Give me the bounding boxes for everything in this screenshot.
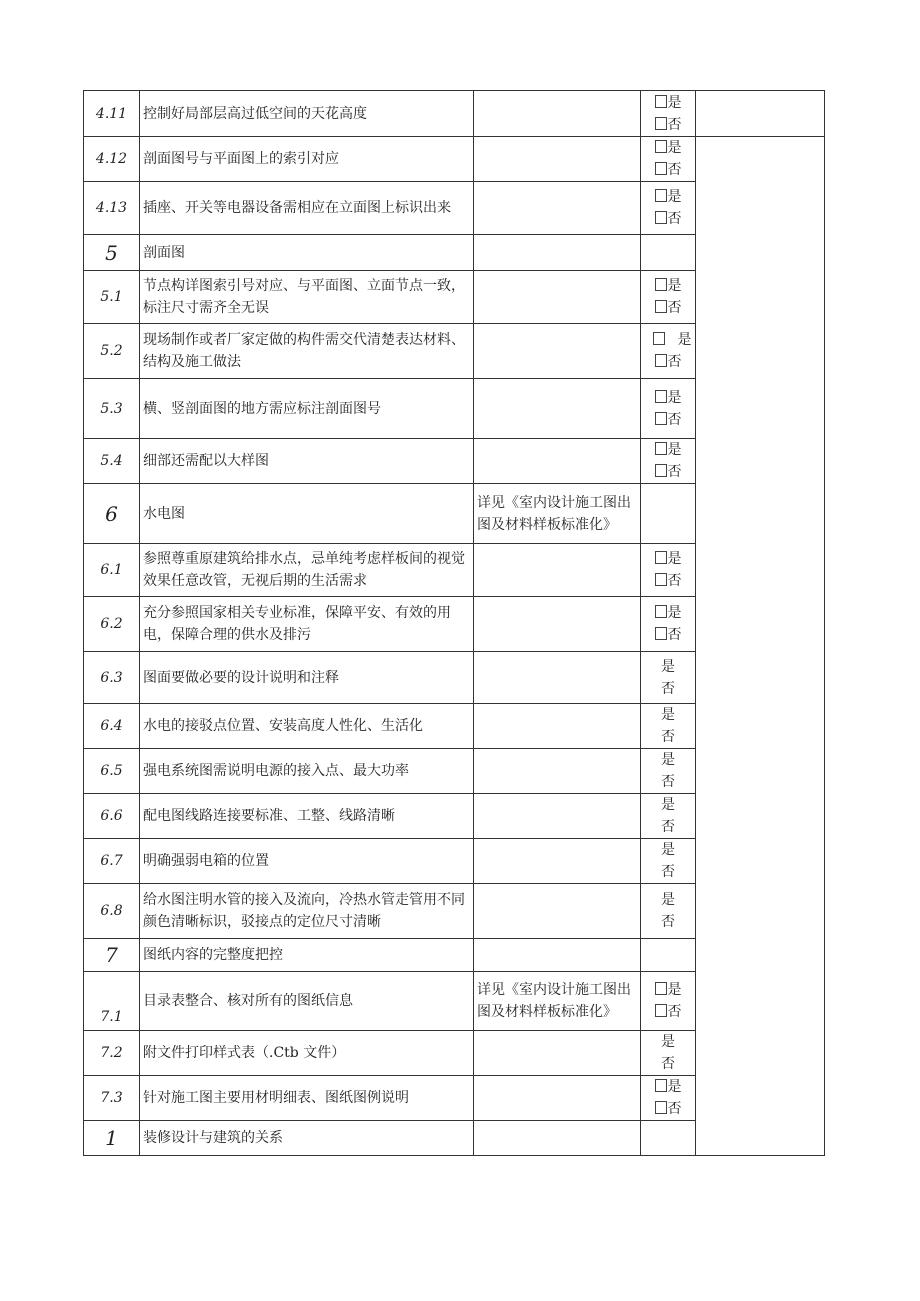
remarks-cell [696, 939, 825, 972]
table-row [84, 235, 825, 271]
checklist-sheet [83, 90, 824, 1156]
table-row [84, 379, 825, 439]
no-option-label: 否 [661, 914, 675, 930]
item-number: 5.1 [84, 271, 140, 324]
yes-option-label: 是 [667, 140, 682, 156]
remarks-cell [696, 271, 825, 324]
yes-no-check [641, 271, 696, 324]
no-option-label: 否 [667, 162, 682, 178]
yes-option [644, 1031, 692, 1053]
table-row [84, 749, 825, 794]
no-checkbox[interactable] [655, 573, 667, 586]
yes-option [644, 749, 692, 771]
yes-no-check [641, 1031, 696, 1076]
yes-checkbox[interactable] [655, 140, 667, 153]
yes-checkbox[interactable] [655, 95, 667, 108]
yes-no-check [641, 484, 696, 544]
table-row [84, 324, 825, 379]
table-row [84, 1076, 825, 1121]
yes-option [644, 92, 692, 114]
reference-note [474, 324, 641, 379]
item-number: 6.5 [84, 749, 140, 794]
no-option-label: 否 [661, 864, 675, 880]
no-checkbox[interactable] [655, 117, 667, 130]
yes-option [644, 137, 692, 159]
yes-no-check [641, 939, 696, 972]
item-description: 明确强弱电箱的位置 [140, 839, 474, 884]
item-number: 7.3 [84, 1076, 140, 1121]
item-number: 4.12 [84, 137, 140, 182]
reference-note [474, 704, 641, 749]
item-description: 水电的接驳点位置、安装高度人性化、生活化 [140, 704, 474, 749]
no-option-label: 否 [667, 627, 682, 643]
item-description: 横、竖剖面图的地方需应标注剖面图号 [140, 379, 474, 439]
yes-option [644, 387, 692, 409]
item-description: 装修设计与建筑的关系 [140, 1121, 474, 1156]
yes-option [644, 839, 692, 861]
yes-no-check [641, 794, 696, 839]
yes-no-check [641, 182, 696, 235]
remarks-cell [696, 704, 825, 749]
no-option [644, 351, 692, 373]
item-number: 4.13 [84, 182, 140, 235]
yes-option [644, 704, 692, 726]
no-option [644, 208, 692, 230]
yes-option-label: 是 [667, 389, 682, 406]
item-description: 节点构详图索引号对应、与平面图、立面节点一致，标注尺寸需齐全无误 [140, 271, 474, 324]
item-number: 6.2 [84, 597, 140, 652]
reference-note [474, 794, 641, 839]
no-checkbox[interactable] [655, 627, 667, 640]
table-row [84, 597, 825, 652]
no-option [644, 678, 692, 700]
item-description: 剖面图号与平面图上的索引对应 [140, 137, 474, 182]
yes-no-check [641, 704, 696, 749]
yes-no-check [641, 1076, 696, 1121]
item-number: 6 [84, 484, 140, 544]
item-number: 6.7 [84, 839, 140, 884]
no-option-label: 否 [667, 1004, 682, 1020]
yes-option-label: 是 [667, 278, 682, 294]
reference-note [474, 939, 641, 972]
no-option-label: 否 [667, 411, 682, 428]
reference-note [474, 749, 641, 794]
no-checkbox[interactable] [655, 211, 667, 224]
yes-option [644, 1076, 692, 1098]
no-option [644, 297, 692, 319]
yes-option [644, 889, 692, 911]
yes-no-check [641, 379, 696, 439]
item-description: 目录表整合、核对所有的图纸信息 [140, 972, 474, 1031]
no-option-label: 否 [667, 211, 682, 227]
item-number: 5 [84, 235, 140, 271]
reference-note [474, 884, 641, 939]
reference-note [474, 271, 641, 324]
yes-checkbox[interactable] [655, 1079, 667, 1092]
no-option [644, 1098, 692, 1120]
table-row [84, 839, 825, 884]
yes-no-check [641, 972, 696, 1031]
yes-option [644, 548, 692, 570]
table-row [84, 1121, 825, 1156]
no-option-label: 否 [667, 573, 682, 589]
no-option [644, 816, 692, 838]
no-checkbox[interactable] [655, 162, 667, 175]
table-row [84, 182, 825, 235]
remarks-cell [696, 839, 825, 884]
yes-no-check [641, 544, 696, 597]
yes-option [644, 439, 692, 461]
no-option [644, 911, 692, 933]
remarks-cell [696, 235, 825, 271]
yes-option-label: 是 [661, 707, 675, 723]
reference-note [474, 235, 641, 271]
table-row [84, 137, 825, 182]
no-option-label: 否 [667, 116, 682, 133]
remarks-cell [696, 597, 825, 652]
no-option-label: 否 [667, 1101, 682, 1117]
table-row [84, 439, 825, 484]
table-row [84, 544, 825, 597]
item-number: 7 [84, 939, 140, 972]
remarks-cell [696, 182, 825, 235]
no-option [644, 771, 692, 793]
yes-option-label: 是 [661, 752, 675, 768]
remarks-cell [696, 484, 825, 544]
no-option [644, 461, 692, 483]
no-checkbox[interactable] [655, 354, 667, 367]
table-row [84, 484, 825, 544]
yes-option [644, 275, 692, 297]
yes-option [644, 329, 692, 351]
item-description: 强电系统图需说明电源的接入点、最大功率 [140, 749, 474, 794]
yes-no-check [641, 884, 696, 939]
yes-checkbox[interactable] [655, 982, 667, 995]
item-description: 参照尊重原建筑给排水点，忌单纯考虑样板间的视觉效果任意改管，无视后期的生活需求 [140, 544, 474, 597]
no-checkbox[interactable] [655, 300, 667, 313]
remarks-cell [696, 324, 825, 379]
yes-checkbox[interactable] [655, 442, 667, 455]
yes-option-label: 是 [667, 189, 682, 205]
no-option [644, 409, 692, 431]
yes-option-label: 是 [667, 94, 682, 111]
item-number: 5.4 [84, 439, 140, 484]
item-description: 控制好局部层高过低空间的天花高度 [140, 91, 474, 137]
item-description: 插座、开关等电器设备需相应在立面图上标识出来 [140, 182, 474, 235]
yes-option-label: 是 [677, 332, 692, 348]
yes-checkbox[interactable] [655, 189, 667, 202]
no-option-label: 否 [661, 1056, 675, 1072]
item-description: 附文件打印样式表（.Ctb 文件） [140, 1031, 474, 1076]
no-option-label: 否 [661, 774, 675, 790]
yes-option [644, 656, 692, 678]
yes-option [644, 979, 692, 1001]
remarks-cell [696, 884, 825, 939]
yes-no-check [641, 597, 696, 652]
no-option [644, 114, 692, 136]
item-number: 6.1 [84, 544, 140, 597]
no-checkbox[interactable] [655, 1101, 667, 1114]
reference-note [474, 1031, 641, 1076]
reference-note [474, 1121, 641, 1156]
item-number: 6.3 [84, 652, 140, 704]
item-number: 5.2 [84, 324, 140, 379]
yes-option-label: 是 [661, 892, 675, 908]
item-number: 4.11 [84, 91, 140, 137]
remarks-cell [696, 794, 825, 839]
no-option [644, 159, 692, 181]
item-description: 细部还需配以大样图 [140, 439, 474, 484]
yes-option [644, 186, 692, 208]
reference-note [474, 1076, 641, 1121]
item-description: 图面要做必要的设计说明和注释 [140, 652, 474, 704]
yes-option [644, 602, 692, 624]
no-option [644, 726, 692, 748]
yes-option-label: 是 [661, 842, 675, 858]
item-number: 6.4 [84, 704, 140, 749]
yes-checkbox[interactable] [655, 605, 667, 618]
no-option [644, 861, 692, 883]
reference-note [474, 91, 641, 137]
yes-option-label: 是 [661, 1034, 675, 1050]
yes-checkbox[interactable] [655, 278, 667, 291]
yes-no-check [641, 324, 696, 379]
yes-no-check [641, 439, 696, 484]
reference-note [474, 182, 641, 235]
remarks-cell [696, 652, 825, 704]
remarks-cell [696, 1121, 825, 1156]
table-row [84, 271, 825, 324]
yes-option-label: 是 [667, 442, 682, 458]
table-row [84, 884, 825, 939]
item-number: 5.3 [84, 379, 140, 439]
remarks-cell [696, 544, 825, 597]
no-option-label: 否 [667, 464, 682, 480]
reference-note [474, 137, 641, 182]
item-description: 针对施工图主要用材明细表、图纸图例说明 [140, 1076, 474, 1121]
item-number: 1 [84, 1121, 140, 1156]
reference-note [474, 439, 641, 484]
yes-no-check [641, 137, 696, 182]
yes-checkbox[interactable] [655, 390, 667, 403]
item-description: 剖面图 [140, 235, 474, 271]
item-number: 7.1 [84, 972, 140, 1031]
reference-note: 详见《室内设计施工图出图及材料样板标准化》 [474, 484, 641, 544]
no-checkbox[interactable] [655, 1004, 667, 1017]
no-checkbox[interactable] [655, 412, 667, 425]
no-option-label: 否 [661, 819, 675, 835]
checklist-table [83, 90, 825, 1156]
item-description: 给水图注明水管的接入及流向，冷热水管走管用不同颜色清晰标识，驳接点的定位尺寸清晰 [140, 884, 474, 939]
yes-no-check [641, 839, 696, 884]
remarks-cell [696, 1076, 825, 1121]
remarks-cell [696, 137, 825, 182]
item-description: 现场制作或者厂家定做的构件需交代清楚表达材料、结构及施工做法 [140, 324, 474, 379]
no-option-label: 否 [667, 300, 682, 316]
item-description: 水电图 [140, 484, 474, 544]
yes-no-check [641, 1121, 696, 1156]
remarks-cell [696, 439, 825, 484]
no-option-label: 否 [667, 354, 682, 370]
yes-option [644, 794, 692, 816]
no-option-label: 否 [661, 729, 675, 745]
table-row [84, 972, 825, 1031]
yes-checkbox[interactable] [655, 551, 667, 564]
table-row [84, 939, 825, 972]
item-number: 6.6 [84, 794, 140, 839]
no-checkbox[interactable] [655, 464, 667, 477]
remarks-cell [696, 91, 825, 137]
no-option [644, 1053, 692, 1075]
yes-option-label: 是 [661, 797, 675, 813]
table-row [84, 794, 825, 839]
remarks-cell [696, 749, 825, 794]
no-option [644, 570, 692, 592]
table-row [84, 1031, 825, 1076]
table-row [84, 91, 825, 137]
item-description: 图纸内容的完整度把控 [140, 939, 474, 972]
yes-option-label: 是 [667, 1079, 682, 1095]
reference-note: 详见《室内设计施工图出图及材料样板标准化》 [474, 972, 641, 1031]
yes-no-check [641, 652, 696, 704]
yes-option-label: 是 [667, 982, 682, 998]
reference-note [474, 544, 641, 597]
reference-note [474, 652, 641, 704]
yes-checkbox[interactable] [653, 332, 665, 345]
yes-no-check [641, 235, 696, 271]
table-row [84, 704, 825, 749]
item-number: 7.2 [84, 1031, 140, 1076]
no-option [644, 624, 692, 646]
yes-no-check [641, 749, 696, 794]
item-description: 配电图线路连接要标准、工整、线路清晰 [140, 794, 474, 839]
remarks-cell [696, 972, 825, 1031]
item-number: 6.8 [84, 884, 140, 939]
no-option-label: 否 [661, 680, 675, 697]
remarks-cell [696, 379, 825, 439]
yes-option-label: 是 [661, 658, 675, 675]
reference-note [474, 597, 641, 652]
yes-option-label: 是 [667, 605, 682, 621]
yes-no-check [641, 91, 696, 137]
yes-option-label: 是 [667, 551, 682, 567]
reference-note [474, 839, 641, 884]
no-option [644, 1001, 692, 1023]
item-description: 充分参照国家相关专业标准，保障平安、有效的用电，保障合理的供水及排污 [140, 597, 474, 652]
reference-note [474, 379, 641, 439]
remarks-cell [696, 1031, 825, 1076]
table-row [84, 652, 825, 704]
